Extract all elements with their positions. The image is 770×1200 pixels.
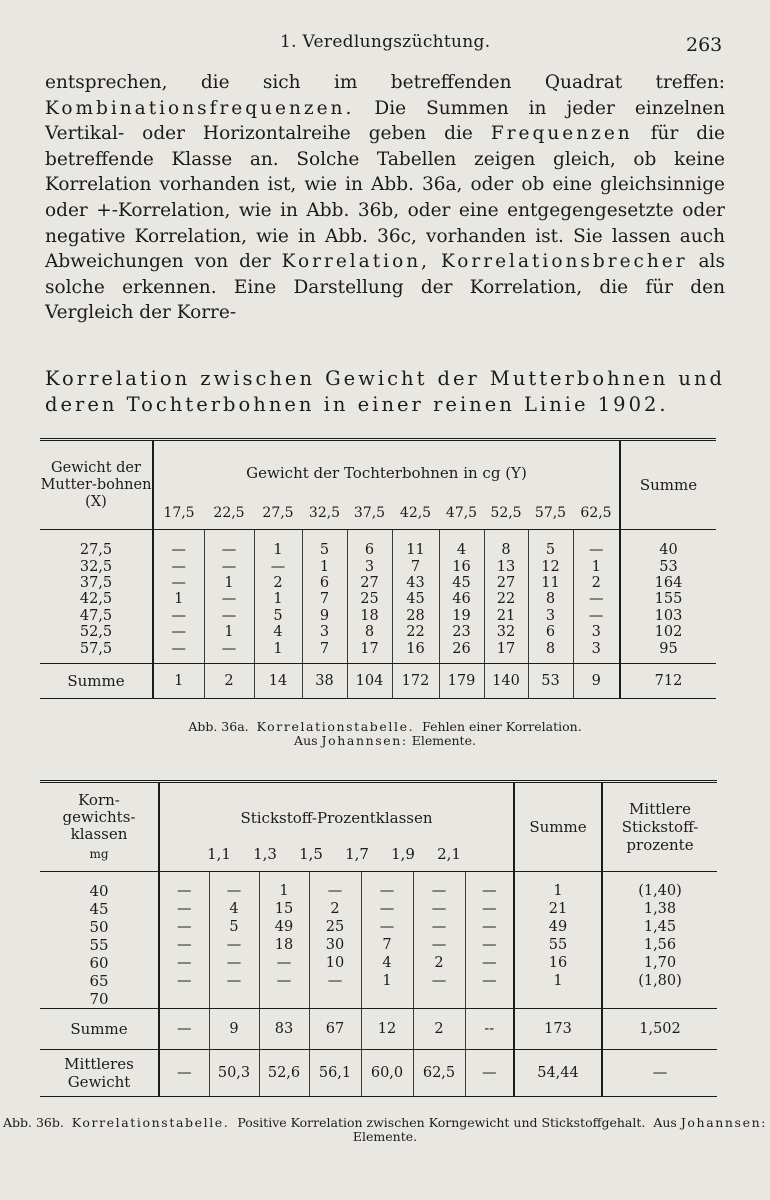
table-cell: 2 bbox=[413, 954, 465, 972]
running-head bbox=[0, 28, 770, 58]
correlation-table-36a bbox=[40, 438, 716, 699]
row-label: 65 bbox=[40, 972, 159, 990]
table-row bbox=[40, 972, 717, 990]
table-cell: — bbox=[153, 624, 204, 640]
column-header: 37,5 bbox=[347, 497, 392, 530]
column-header: 27,5 bbox=[254, 497, 302, 530]
column-header: 52,5 bbox=[484, 497, 528, 530]
table-cell: 5 bbox=[209, 918, 259, 936]
table-cell: — bbox=[413, 900, 465, 918]
text-segment: entsprechen, die sich im betreffenden Quadrat treffen: bbox=[45, 72, 725, 93]
table-cell: — bbox=[309, 872, 361, 901]
table-cell: 1 bbox=[254, 591, 302, 607]
row-sum: 53 bbox=[659, 558, 678, 575]
table-cell: — bbox=[254, 558, 302, 574]
total-cell: 140 bbox=[484, 663, 528, 698]
column-header: 47,5 bbox=[439, 497, 484, 530]
table-cell: 45 bbox=[439, 575, 484, 591]
group-header-cell bbox=[159, 782, 514, 872]
caption-term: Korrelationstabelle. bbox=[71, 1115, 230, 1130]
table-cell: — bbox=[204, 558, 254, 574]
table-cell: — bbox=[465, 954, 514, 972]
table-cell: 12 bbox=[528, 558, 573, 574]
chapter-title: 1. Veredlungszüchtung. bbox=[280, 32, 491, 52]
table-cell: — bbox=[413, 972, 465, 990]
row-mean: (1,80) bbox=[638, 973, 682, 989]
row-sum: 16 bbox=[514, 954, 602, 972]
row-sum: 1 bbox=[514, 972, 602, 990]
table-cell: 9 bbox=[302, 608, 347, 624]
table-cell bbox=[465, 990, 514, 1009]
table-row bbox=[40, 624, 716, 640]
table-cell: 27 bbox=[347, 575, 392, 591]
caption-term: Korrelationstabelle. bbox=[256, 719, 415, 734]
caption-text: Elemente. bbox=[411, 733, 476, 748]
row-unit: mg bbox=[89, 846, 109, 861]
table-cell: 8 bbox=[484, 530, 528, 559]
table-cell: 3 bbox=[573, 640, 620, 663]
table-cell: 25 bbox=[347, 591, 392, 607]
table-cell: — bbox=[573, 530, 620, 559]
sum-header: Summe bbox=[620, 440, 716, 530]
table-cell bbox=[309, 990, 361, 1009]
total-cell: 172 bbox=[392, 663, 439, 698]
weight-cell: 60,0 bbox=[361, 1050, 413, 1097]
total-cell: 83 bbox=[259, 1009, 309, 1050]
text-segment: als solche erkennen. Eine Darstellung der Korrelation, die für den Vergleich der Korre- bbox=[45, 251, 725, 324]
table-cell: — bbox=[153, 530, 204, 559]
table-cell: 5 bbox=[528, 530, 573, 559]
table-cell: 6 bbox=[347, 530, 392, 559]
table-cell: — bbox=[573, 608, 620, 624]
weights-mean: — bbox=[602, 1050, 717, 1097]
weights-sum: 54,44 bbox=[514, 1050, 602, 1097]
table-cell: — bbox=[204, 640, 254, 663]
table-cell: — bbox=[159, 936, 209, 954]
table-cell: 2 bbox=[573, 575, 620, 591]
table-cell: — bbox=[309, 972, 361, 990]
row-label: 60 bbox=[40, 954, 159, 972]
row-label: 50 bbox=[40, 918, 159, 936]
table-cell: — bbox=[361, 900, 413, 918]
caption-36a bbox=[0, 720, 770, 748]
table-row bbox=[40, 608, 716, 624]
table-cell: 3 bbox=[347, 558, 392, 574]
caption-text: Fehlen einer Korrelation. bbox=[422, 719, 582, 734]
table-cell: 6 bbox=[528, 624, 573, 640]
table-row bbox=[40, 918, 717, 936]
row-label: 32,5 bbox=[40, 558, 153, 574]
caption-text: Aus bbox=[653, 1115, 677, 1130]
table-cell: 2 bbox=[254, 575, 302, 591]
table-cell: 7 bbox=[361, 936, 413, 954]
totals-mean: 1,502 bbox=[602, 1009, 717, 1050]
table-cell: 43 bbox=[392, 575, 439, 591]
table-cell: 11 bbox=[392, 530, 439, 559]
table-row bbox=[40, 640, 716, 663]
column-header: 1,1 bbox=[207, 845, 231, 863]
total-cell: 2 bbox=[413, 1009, 465, 1050]
row-header: Korn-gewichts-klassen bbox=[62, 790, 136, 843]
row-label: 55 bbox=[40, 936, 159, 954]
table-cell: — bbox=[465, 936, 514, 954]
row-label: 37,5 bbox=[40, 575, 153, 591]
table-cell: — bbox=[413, 936, 465, 954]
table-cell: 28 bbox=[392, 608, 439, 624]
totals-sum: 173 bbox=[514, 1009, 602, 1050]
table-row bbox=[40, 936, 717, 954]
row-sum: 95 bbox=[620, 640, 716, 663]
table-cell: 1 bbox=[361, 972, 413, 990]
table-cell: 7 bbox=[302, 591, 347, 607]
table-cell: 4 bbox=[439, 530, 484, 559]
figure-label: Abb. 36a. bbox=[188, 719, 249, 734]
row-sum: 55 bbox=[514, 936, 602, 954]
row-sum: 1 bbox=[514, 872, 602, 901]
table-cell: 49 bbox=[259, 918, 309, 936]
total-cell: 53 bbox=[528, 663, 573, 698]
table-cell: — bbox=[204, 530, 254, 559]
table-cell: 18 bbox=[347, 608, 392, 624]
table1-title: Korrelation zwischen Gewicht der Mutterbohnen und deren Tochterbohnen in einer reinen Linie 1902. bbox=[45, 367, 725, 416]
table-cell: — bbox=[361, 872, 413, 901]
table-cell: 27 bbox=[484, 575, 528, 591]
table-cell: — bbox=[159, 918, 209, 936]
table-cell: 16 bbox=[439, 558, 484, 574]
row-mean: 1,56 bbox=[643, 937, 677, 953]
weight-cell: — bbox=[465, 1050, 514, 1097]
table-cell: 7 bbox=[392, 558, 439, 574]
table-cell: 22 bbox=[484, 591, 528, 607]
table-cell bbox=[361, 990, 413, 1009]
table-cell: — bbox=[413, 872, 465, 901]
table-cell: 46 bbox=[439, 591, 484, 607]
table-cell: 19 bbox=[439, 608, 484, 624]
table-cell: 1 bbox=[204, 624, 254, 640]
table-cell: — bbox=[159, 900, 209, 918]
table-cell: — bbox=[159, 954, 209, 972]
table-cell: — bbox=[153, 640, 204, 663]
row-sum: 40 bbox=[659, 542, 678, 559]
table-cell: — bbox=[159, 972, 209, 990]
column-header: 1,3 bbox=[253, 845, 277, 863]
total-cell: 14 bbox=[254, 663, 302, 698]
table-cell: — bbox=[259, 972, 309, 990]
table-cell: — bbox=[153, 558, 204, 574]
row-label: 57,5 bbox=[40, 640, 153, 663]
table-cell: 2 bbox=[309, 900, 361, 918]
table-cell: 1 bbox=[204, 575, 254, 591]
group-header: Stickstoff-Prozentklassen bbox=[240, 809, 433, 827]
total-cell: -- bbox=[465, 1009, 514, 1050]
table-cell: 23 bbox=[439, 624, 484, 640]
row-label: 47,5 bbox=[40, 608, 153, 624]
total-cell: 179 bbox=[439, 663, 484, 698]
table-row bbox=[40, 591, 716, 607]
table-cell: 4 bbox=[254, 624, 302, 640]
mean-header-text: Mittlere Stickstoff-prozente bbox=[621, 800, 699, 854]
row-sum: 49 bbox=[514, 918, 602, 936]
table-cell: 45 bbox=[392, 591, 439, 607]
table-cell: — bbox=[465, 900, 514, 918]
table-cell: — bbox=[259, 954, 309, 972]
table-row bbox=[40, 990, 717, 1009]
table-cell: 13 bbox=[484, 558, 528, 574]
caption-text: Elemente. bbox=[352, 1129, 418, 1144]
column-header: 1,5 bbox=[299, 845, 323, 863]
table-cell: 5 bbox=[254, 608, 302, 624]
column-header: 2,1 bbox=[437, 845, 461, 863]
table-cell: 4 bbox=[209, 900, 259, 918]
row-mean: 1,45 bbox=[643, 919, 677, 935]
column-header: 42,5 bbox=[392, 497, 439, 530]
emphasis-term: Korrelation, bbox=[281, 251, 430, 273]
correlation-table-36b bbox=[40, 780, 717, 1097]
caption-author: Johannsen: bbox=[321, 733, 408, 748]
total-cell: 9 bbox=[209, 1009, 259, 1050]
row-label: 45 bbox=[40, 900, 159, 918]
table-cell: 5 bbox=[302, 530, 347, 559]
total-cell: 9 bbox=[573, 663, 620, 698]
table-cell: — bbox=[159, 872, 209, 901]
caption-text: Aus bbox=[294, 733, 318, 748]
totals-label: Summe bbox=[40, 663, 153, 698]
page-number: 263 bbox=[686, 34, 723, 56]
column-header: 57,5 bbox=[528, 497, 573, 530]
grand-total: 712 bbox=[620, 663, 716, 698]
table-cell: 7 bbox=[302, 640, 347, 663]
table-cell: — bbox=[413, 918, 465, 936]
row-header-cell bbox=[40, 782, 159, 872]
row-mean: 1,38 bbox=[643, 901, 677, 917]
table-cell: 8 bbox=[528, 640, 573, 663]
body-paragraph bbox=[45, 70, 725, 326]
row-sum: 21 bbox=[514, 900, 602, 918]
table-cell: 11 bbox=[528, 575, 573, 591]
table-cell: — bbox=[209, 936, 259, 954]
table-row bbox=[40, 900, 717, 918]
table-cell: — bbox=[209, 872, 259, 901]
table-cell: 16 bbox=[392, 640, 439, 663]
table-cell: 3 bbox=[573, 624, 620, 640]
total-cell: — bbox=[159, 1009, 209, 1050]
table-cell: 1 bbox=[254, 640, 302, 663]
group-header: Gewicht der Tochterbohnen in cg (Y) bbox=[153, 440, 620, 498]
total-cell: 104 bbox=[347, 663, 392, 698]
caption-author: Johannsen: bbox=[680, 1115, 768, 1130]
text-segment: Die Summen in jeder einzelnen Vertikal- oder Horizontalreihe geben die bbox=[45, 97, 725, 145]
row-label: 40 bbox=[40, 872, 159, 901]
table-cell: — bbox=[361, 918, 413, 936]
text-segment: für die betreffende Klasse an. Solche Tabellen zeigen gleich, ob keine Korrelation vorhanden ist, wie in Abb. 36a, oder ob eine gleichsinnige oder +-Korrelation, wie in Abb. 36b, oder eine entgegengesetzte oder negative Korrelation, wie in Abb. 36c, vorhanden ist. Sie lassen auch Abweichungen von der bbox=[45, 123, 725, 273]
table-cell: 3 bbox=[302, 624, 347, 640]
table-row bbox=[40, 872, 717, 901]
row-mean bbox=[602, 990, 717, 1009]
table-row bbox=[40, 575, 716, 591]
table-row bbox=[40, 530, 716, 559]
table-cell: 21 bbox=[484, 608, 528, 624]
table-row bbox=[40, 954, 717, 972]
caption-36b bbox=[0, 1116, 770, 1144]
row-label: 27,5 bbox=[40, 530, 153, 559]
row-mean: (1,40) bbox=[638, 883, 682, 899]
row-mean: 1,70 bbox=[643, 955, 677, 971]
table-cell: — bbox=[465, 872, 514, 901]
row-sum: 103 bbox=[654, 607, 683, 624]
total-cell: 12 bbox=[361, 1009, 413, 1050]
table-cell: 15 bbox=[259, 900, 309, 918]
row-label: 52,5 bbox=[40, 624, 153, 640]
table-cell: — bbox=[204, 591, 254, 607]
table-cell: 22 bbox=[392, 624, 439, 640]
total-cell: 1 bbox=[153, 663, 204, 698]
emphasis-term: Frequenzen bbox=[490, 123, 633, 145]
totals-label: Summe bbox=[40, 1009, 159, 1050]
column-header: 1,7 bbox=[345, 845, 369, 863]
table-cell: 17 bbox=[484, 640, 528, 663]
table-cell: 1 bbox=[254, 530, 302, 559]
column-header: 1,9 bbox=[391, 845, 415, 863]
table-cell: — bbox=[209, 972, 259, 990]
row-sum bbox=[514, 990, 602, 1009]
table-cell: — bbox=[465, 918, 514, 936]
table-cell: 8 bbox=[347, 624, 392, 640]
caption-text: Positive Korrelation zwischen Korngewicht und Stickstoffgehalt. bbox=[237, 1115, 646, 1130]
emphasis-term: Korrelationsbrecher bbox=[440, 251, 688, 273]
table-cell: — bbox=[465, 972, 514, 990]
table-cell: 4 bbox=[361, 954, 413, 972]
table-cell: 25 bbox=[309, 918, 361, 936]
table-cell: 3 bbox=[528, 608, 573, 624]
row-sum: 155 bbox=[654, 591, 683, 608]
mean-header bbox=[602, 782, 717, 872]
row-sum: 164 bbox=[654, 574, 683, 591]
table-row bbox=[40, 558, 716, 574]
sum-header: Summe bbox=[514, 782, 602, 872]
column-header: 17,5 bbox=[153, 497, 204, 530]
table-cell bbox=[209, 990, 259, 1009]
weight-cell: 56,1 bbox=[309, 1050, 361, 1097]
table-cell: — bbox=[209, 954, 259, 972]
table-cell: 8 bbox=[528, 591, 573, 607]
table-cell: — bbox=[573, 591, 620, 607]
table-cell: 6 bbox=[302, 575, 347, 591]
table-cell: — bbox=[204, 608, 254, 624]
total-cell: 38 bbox=[302, 663, 347, 698]
table-cell bbox=[413, 990, 465, 1009]
table-cell: 1 bbox=[153, 591, 204, 607]
table-cell: — bbox=[153, 575, 204, 591]
row-label: 70 bbox=[40, 990, 159, 1009]
weight-cell: 50,3 bbox=[209, 1050, 259, 1097]
table-cell bbox=[259, 990, 309, 1009]
weight-cell: 62,5 bbox=[413, 1050, 465, 1097]
table-cell: 1 bbox=[573, 558, 620, 574]
row-sum: 102 bbox=[654, 624, 683, 641]
column-header: 62,5 bbox=[573, 497, 620, 530]
table-cell: 10 bbox=[309, 954, 361, 972]
table-cell: 17 bbox=[347, 640, 392, 663]
weight-label: Mittleres Gewicht bbox=[40, 1050, 159, 1097]
table-cell: — bbox=[153, 608, 204, 624]
table-cell: 1 bbox=[259, 872, 309, 901]
figure-label: Abb. 36b. bbox=[2, 1115, 64, 1130]
table-cell: 30 bbox=[309, 936, 361, 954]
row-label: 42,5 bbox=[40, 591, 153, 607]
weight-cell: — bbox=[159, 1050, 209, 1097]
table-cell: 18 bbox=[259, 936, 309, 954]
table-cell bbox=[159, 990, 209, 1009]
row-header: Gewicht der Mutter-bohnen (X) bbox=[40, 440, 153, 530]
weight-cell: 52,6 bbox=[259, 1050, 309, 1097]
column-header: 32,5 bbox=[302, 497, 347, 530]
total-cell: 2 bbox=[204, 663, 254, 698]
table-cell: 32 bbox=[484, 624, 528, 640]
table-cell: 26 bbox=[439, 640, 484, 663]
emphasis-term: Kombinationsfrequenzen. bbox=[45, 97, 355, 119]
column-header: 22,5 bbox=[204, 497, 254, 530]
total-cell: 67 bbox=[309, 1009, 361, 1050]
table-cell: 1 bbox=[302, 558, 347, 574]
